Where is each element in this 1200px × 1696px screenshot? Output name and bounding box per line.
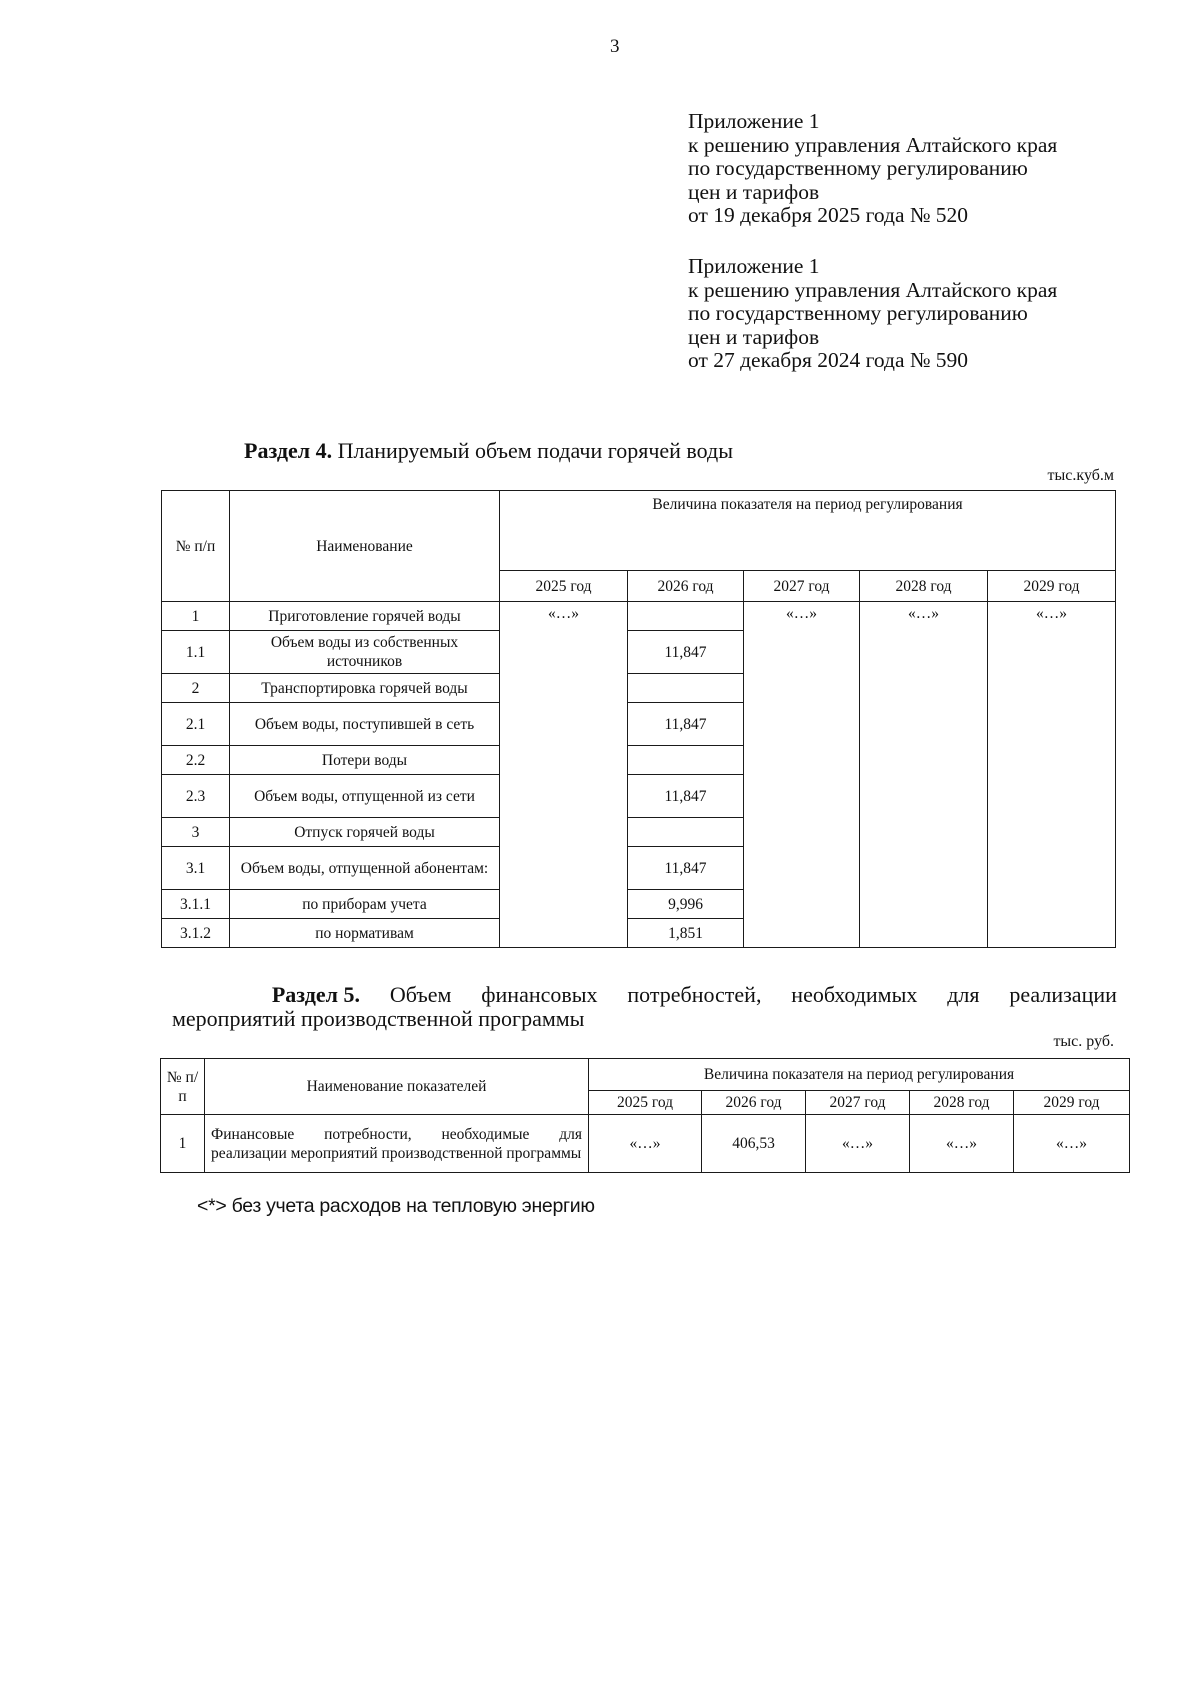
row-name: Отпуск горячей воды <box>230 818 500 847</box>
appendix-line: Приложение 1 <box>688 109 820 133</box>
section4-title-text: Планируемый объем подачи горячей воды <box>332 438 734 463</box>
appendix-line: по государственному регулированию <box>688 301 1028 325</box>
table-row <box>161 1115 1130 1173</box>
section5-unit: тыс. руб. <box>1053 1033 1114 1050</box>
value-2026: 11,847 <box>628 775 744 818</box>
footnote: <*> без учета расходов на тепловую энергию <box>197 1195 595 1217</box>
hot-water-volume-table <box>161 490 1116 948</box>
header-num: № п/п <box>162 491 230 602</box>
value-2026 <box>628 746 744 775</box>
header-num: № п/п <box>161 1059 205 1115</box>
header-year: 2027 год <box>744 571 860 602</box>
title-word: потребностей, <box>627 982 762 1007</box>
row-num: 1.1 <box>162 631 230 674</box>
row-num: 3.1.2 <box>162 919 230 948</box>
title-word: Объем <box>389 982 452 1007</box>
section4-title <box>244 438 733 464</box>
appendix-header-previous <box>688 255 1057 373</box>
value-2026 <box>628 674 744 703</box>
value-2026: 11,847 <box>628 631 744 674</box>
header-year: 2025 год <box>589 1091 702 1115</box>
row-name: Объем воды, отпущенной абонентам: <box>230 847 500 890</box>
title-word: реализации <box>1009 982 1117 1007</box>
appendix-line: к решению управления Алтайского края <box>688 132 1058 157</box>
value-2029: «…» <box>1014 1115 1130 1173</box>
row-num: 3.1.1 <box>162 890 230 919</box>
value-2026: 11,847 <box>628 703 744 746</box>
value-2026: 1,851 <box>628 919 744 948</box>
appendix-line: цен и тарифов <box>688 179 820 204</box>
value-2026: 11,847 <box>628 847 744 890</box>
row-num: 1 <box>161 1115 205 1173</box>
title-word: необходимых <box>791 982 918 1007</box>
header-year: 2026 год <box>628 571 744 602</box>
header-year: 2029 год <box>1014 1091 1130 1115</box>
header-year: 2027 год <box>806 1091 910 1115</box>
value-2027: «…» <box>806 1115 910 1173</box>
section5-title-line2: мероприятий производственной программы <box>172 1006 585 1031</box>
row-name: Приготовление горячей воды <box>230 602 500 631</box>
header-period: Величина показателя на период регулирования <box>500 491 1116 571</box>
appendix-line: по государственному регулированию <box>688 156 1028 180</box>
title-indent <box>172 983 242 1007</box>
value-2026 <box>628 602 744 631</box>
table-row <box>162 602 1116 631</box>
appendix-line: от 19 декабря 2025 года № 520 <box>688 203 968 227</box>
row-name: по приборам учета <box>230 890 500 919</box>
row-num: 2.1 <box>162 703 230 746</box>
appendix-line: Приложение 1 <box>688 254 820 278</box>
row-name: Потери воды <box>230 746 500 775</box>
row-num: 2.3 <box>162 775 230 818</box>
value-2026 <box>628 818 744 847</box>
section5-title-bold: Раздел 5. <box>271 982 360 1007</box>
row-num: 2 <box>162 674 230 703</box>
appendix-line: к решению управления Алтайского края <box>688 277 1058 302</box>
value-2025: «…» <box>500 602 628 948</box>
appendix-line: от 27 декабря 2024 года № 590 <box>688 348 968 372</box>
header-year: 2025 год <box>500 571 628 602</box>
value-2026: 406,53 <box>702 1115 806 1173</box>
header-year: 2028 год <box>910 1091 1014 1115</box>
section4-title-bold: Раздел 4. <box>244 438 333 463</box>
section5-title <box>172 983 1117 1031</box>
header-name: Наименование <box>230 491 500 602</box>
value-2027: «…» <box>744 602 860 948</box>
title-word: для <box>947 982 980 1007</box>
appendix-header-current <box>688 110 1057 228</box>
row-name: Транспортировка горячей воды <box>230 674 500 703</box>
header-period: Величина показателя на период регулирования <box>589 1059 1130 1091</box>
row-name: по нормативам <box>230 919 500 948</box>
header-year: 2028 год <box>860 571 988 602</box>
value-2026: 9,996 <box>628 890 744 919</box>
value-2029: «…» <box>988 602 1116 948</box>
appendix-line: цен и тарифов <box>688 324 820 349</box>
row-name: Объем воды из собственных источников <box>230 631 500 674</box>
row-num: 1 <box>162 602 230 631</box>
header-name: Наименование показателей <box>205 1059 589 1115</box>
value-2028: «…» <box>860 602 988 948</box>
page-number: 3 <box>610 36 620 57</box>
row-num: 3 <box>162 818 230 847</box>
title-word: финансовых <box>481 982 598 1007</box>
header-year: 2026 год <box>702 1091 806 1115</box>
section4-unit: тыс.куб.м <box>1047 467 1114 484</box>
row-name: Объем воды, отпущенной из сети <box>230 775 500 818</box>
value-2025: «…» <box>589 1115 702 1173</box>
row-name: Финансовые потребности, необходимые для реализации мероприятий производственной программы <box>205 1115 589 1173</box>
row-num: 3.1 <box>162 847 230 890</box>
row-num: 2.2 <box>162 746 230 775</box>
row-name: Объем воды, поступившей в сеть <box>230 703 500 746</box>
value-2028: «…» <box>910 1115 1014 1173</box>
financial-needs-table <box>160 1058 1130 1173</box>
header-year: 2029 год <box>988 571 1116 602</box>
